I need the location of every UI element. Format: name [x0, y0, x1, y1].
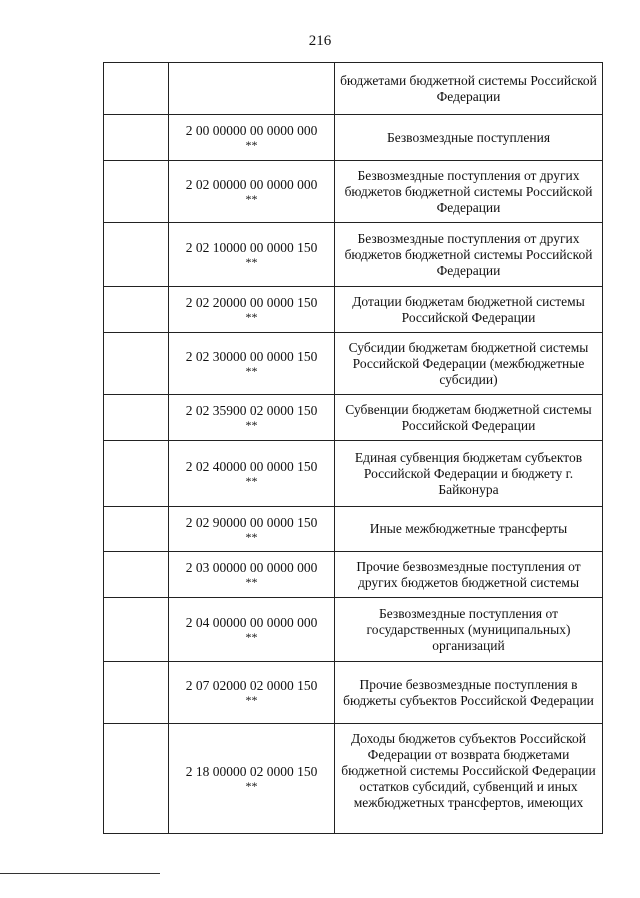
name-cell: Безвозмездные поступления от государственных (муниципальных) организаций [335, 598, 603, 662]
name-cell: Дотации бюджетам бюджетной системы Российской Федерации [335, 287, 603, 333]
name-cell: Прочие безвозмездные поступления в бюджеты субъектов Российской Федерации [335, 662, 603, 724]
name-cell: Субсидии бюджетам бюджетной системы Российской Федерации (межбюджетные субсидии) [335, 333, 603, 395]
code-cell [169, 662, 335, 724]
name-cell: Прочие безвозмездные поступления от других бюджетов бюджетной системы [335, 552, 603, 598]
name-cell: бюджетами бюджетной системы Российской Федерации [335, 63, 603, 115]
blank-cell [104, 287, 169, 333]
code-stars: ** [245, 192, 258, 206]
name-cell: Субвенции бюджетам бюджетной системы Российской Федерации [335, 395, 603, 441]
blank-cell [104, 223, 169, 287]
name-cell: Иные межбюджетные трансферты [335, 507, 603, 552]
code-text: 2 02 90000 00 0000 150 [185, 514, 318, 530]
table-row [104, 441, 603, 507]
blank-cell [104, 333, 169, 395]
table-row [104, 161, 603, 223]
code-cell [169, 395, 335, 441]
table-row [104, 662, 603, 724]
blank-cell [104, 63, 169, 115]
page-number: 216 [308, 33, 332, 49]
blank-cell [104, 598, 169, 662]
table-row [104, 552, 603, 598]
code-stars: ** [245, 138, 258, 152]
code-stars: ** [245, 364, 258, 378]
code-cell [169, 507, 335, 552]
code-cell [169, 724, 335, 834]
table-row [104, 333, 603, 395]
code-cell [169, 115, 335, 161]
code-text: 2 03 00000 00 0000 000 [185, 560, 318, 575]
code-cell [169, 223, 335, 287]
code-cell [169, 441, 335, 507]
blank-cell [104, 441, 169, 507]
blank-cell [104, 395, 169, 441]
table-row [104, 507, 603, 552]
blank-cell [104, 115, 169, 161]
table-row [104, 63, 603, 115]
code-cell [169, 333, 335, 395]
blank-cell [104, 552, 169, 598]
code-text: 2 02 35900 02 0000 150 [185, 403, 318, 418]
code-stars: ** [245, 255, 258, 269]
code-stars: ** [245, 418, 258, 432]
code-text: 2 02 40000 00 0000 150 [185, 459, 318, 474]
table-row [104, 395, 603, 441]
code-stars: ** [245, 575, 258, 589]
code-cell [169, 161, 335, 223]
name-cell: Безвозмездные поступления [335, 115, 603, 161]
table-row [104, 598, 603, 662]
name-cell: Безвозмездные поступления от других бюджетов бюджетной системы Российской Федерации [335, 161, 603, 223]
blank-cell [104, 507, 169, 552]
name-cell: Единая субвенция бюджетам субъектов Российской Федерации и бюджету г. Байконура [335, 441, 603, 507]
code-text: 2 02 20000 00 0000 150 [185, 295, 318, 310]
code-stars: ** [245, 474, 258, 488]
table-row [104, 724, 603, 834]
blank-cell [104, 724, 169, 834]
code-cell [169, 598, 335, 662]
code-text: 2 04 00000 00 0000 000 [185, 615, 318, 630]
code-text: 2 02 00000 00 0000 000 [185, 177, 318, 192]
code-stars: ** [245, 310, 258, 324]
code-cell [169, 287, 335, 333]
code-stars: ** [245, 779, 258, 793]
table-row [104, 287, 603, 333]
footnote-divider [0, 873, 160, 874]
code-cell [169, 63, 335, 115]
blank-cell [104, 161, 169, 223]
blank-cell [104, 662, 169, 724]
code-cell [169, 552, 335, 598]
code-text: 2 18 00000 02 0000 150 [185, 764, 318, 779]
code-text: 2 02 10000 00 0000 150 [185, 240, 318, 255]
code-stars: ** [245, 693, 258, 707]
revenue-codes-table [103, 62, 603, 834]
table-row [104, 223, 603, 287]
name-cell: Безвозмездные поступления от других бюджетов бюджетной системы Российской Федерации [335, 223, 603, 287]
code-text: 2 07 02000 02 0000 150 [185, 678, 318, 693]
code-stars: ** [245, 630, 258, 644]
code-text: 2 00 00000 00 0000 000 [185, 123, 318, 138]
name-cell: Доходы бюджетов субъектов Российской Федерации от возврата бюджетами бюджетной системы Российской Федерации остатков субсидий, субвенций и иных межбюджетных трансфертов, имеющих [335, 724, 603, 834]
code-text: 2 02 30000 00 0000 150 [185, 349, 318, 364]
table-row [104, 115, 603, 161]
code-stars: ** [245, 529, 258, 544]
